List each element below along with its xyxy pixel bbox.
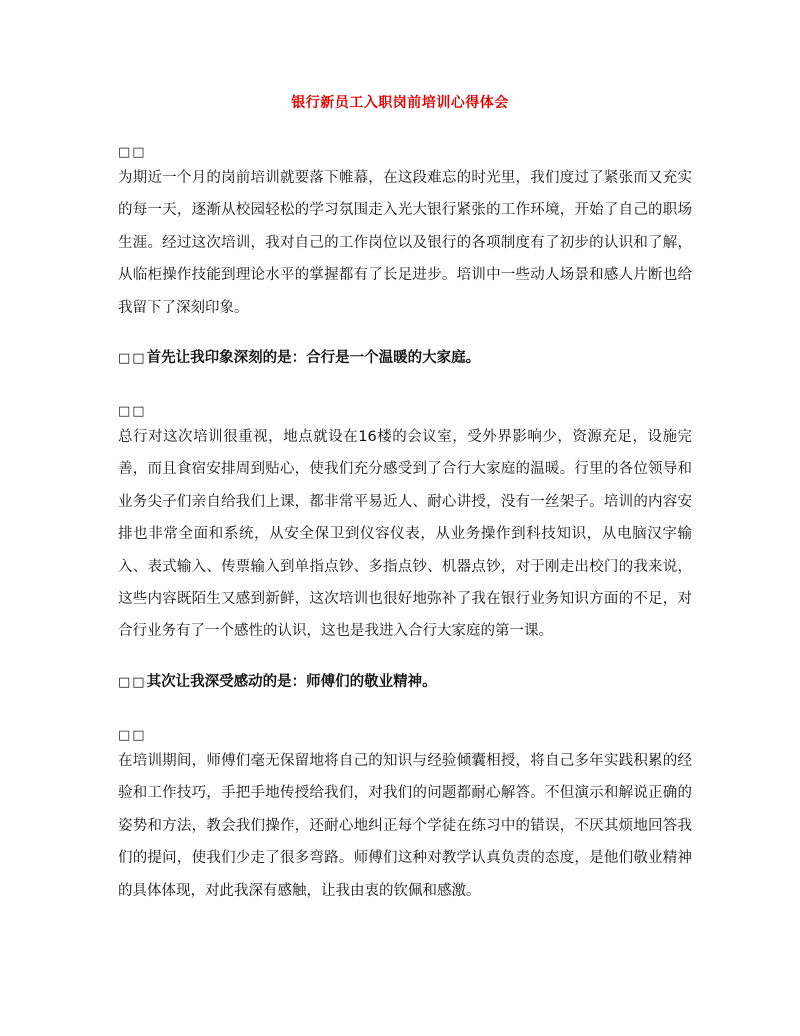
document-title: 银行新员工入职岗前培训心得体会 xyxy=(291,95,509,111)
paragraph-marker: □□ xyxy=(118,145,147,160)
section-1-heading xyxy=(118,342,692,375)
section-2-heading-text: 其次让我深受感动的是：师傅们的敬业精神。 xyxy=(146,673,437,690)
section-1-paragraph: 总行对这次培训很重视，地点就设在16楼的会议室，受外界影响少，资源充足，设施完善，而且食宿安排周到贴心，使我们充分感受到了合行大家庭的温暖。行里的各位领导和业务尖子们亲自给我们上课，都非常平易近人、耐心讲授，没有一丝架子。培训的内容安排也非常全面和系统，从安全保卫到仪容仪表，从业务操作到科技知识，从电脑汉字输入、表式输入、传票输入到单指点钞、多指点钞、机器点钞，对于刚走出校门的我来说，这些内容既陌生又感到新鲜，这次培训也很好地弥补了我在银行业务知识方面的不足，对合行业务有了一个感性的认识，这也是我进入合行大家庭的第一课。 xyxy=(118,429,692,640)
section-2-heading xyxy=(118,666,692,699)
section-1-heading-text: 首先让我印象深刻的是：合行是一个温暖的大家庭。 xyxy=(146,350,481,367)
heading-marker: □□ xyxy=(118,674,147,690)
paragraph-marker: □□ xyxy=(118,727,147,743)
heading-marker: □□ xyxy=(118,351,147,367)
section-2-paragraph: 在培训期间，师傅们毫无保留地将自己的知识与经验倾囊相授，将自己多年实践积累的经验和工作技巧，手把手地传授给我们，对我们的问题都耐心解答。不但演示和解说正确的姿势和方法，教会我们操作，还耐心地纠正每个学徒在练习中的错误，不厌其烦地回答我们的提问，使我们少走了很多弯路。师傅们这种对教学认真负责的态度，是他们敬业精神的具体体现，对此我深有感触，让我由衷的钦佩和感激。 xyxy=(118,752,692,899)
document-body xyxy=(118,136,692,925)
paragraph-marker: □□ xyxy=(118,404,147,420)
intro-paragraph: 为期近一个月的岗前培训就要落下帷幕，在这段难忘的时光里，我们度过了紧张而又充实的每一天，逐渐从校园轻松的学习氛围走入光大银行紧张的工作环境，开始了自己的职场生涯。经过这次培训，我对自己的工作岗位以及银行的各项制度有了初步的认识和了解，从临柜操作技能到理论水平的掌握都有了长足进步。培训中一些动人场景和感人片断也给我留下了深刻印象。 xyxy=(118,170,692,316)
